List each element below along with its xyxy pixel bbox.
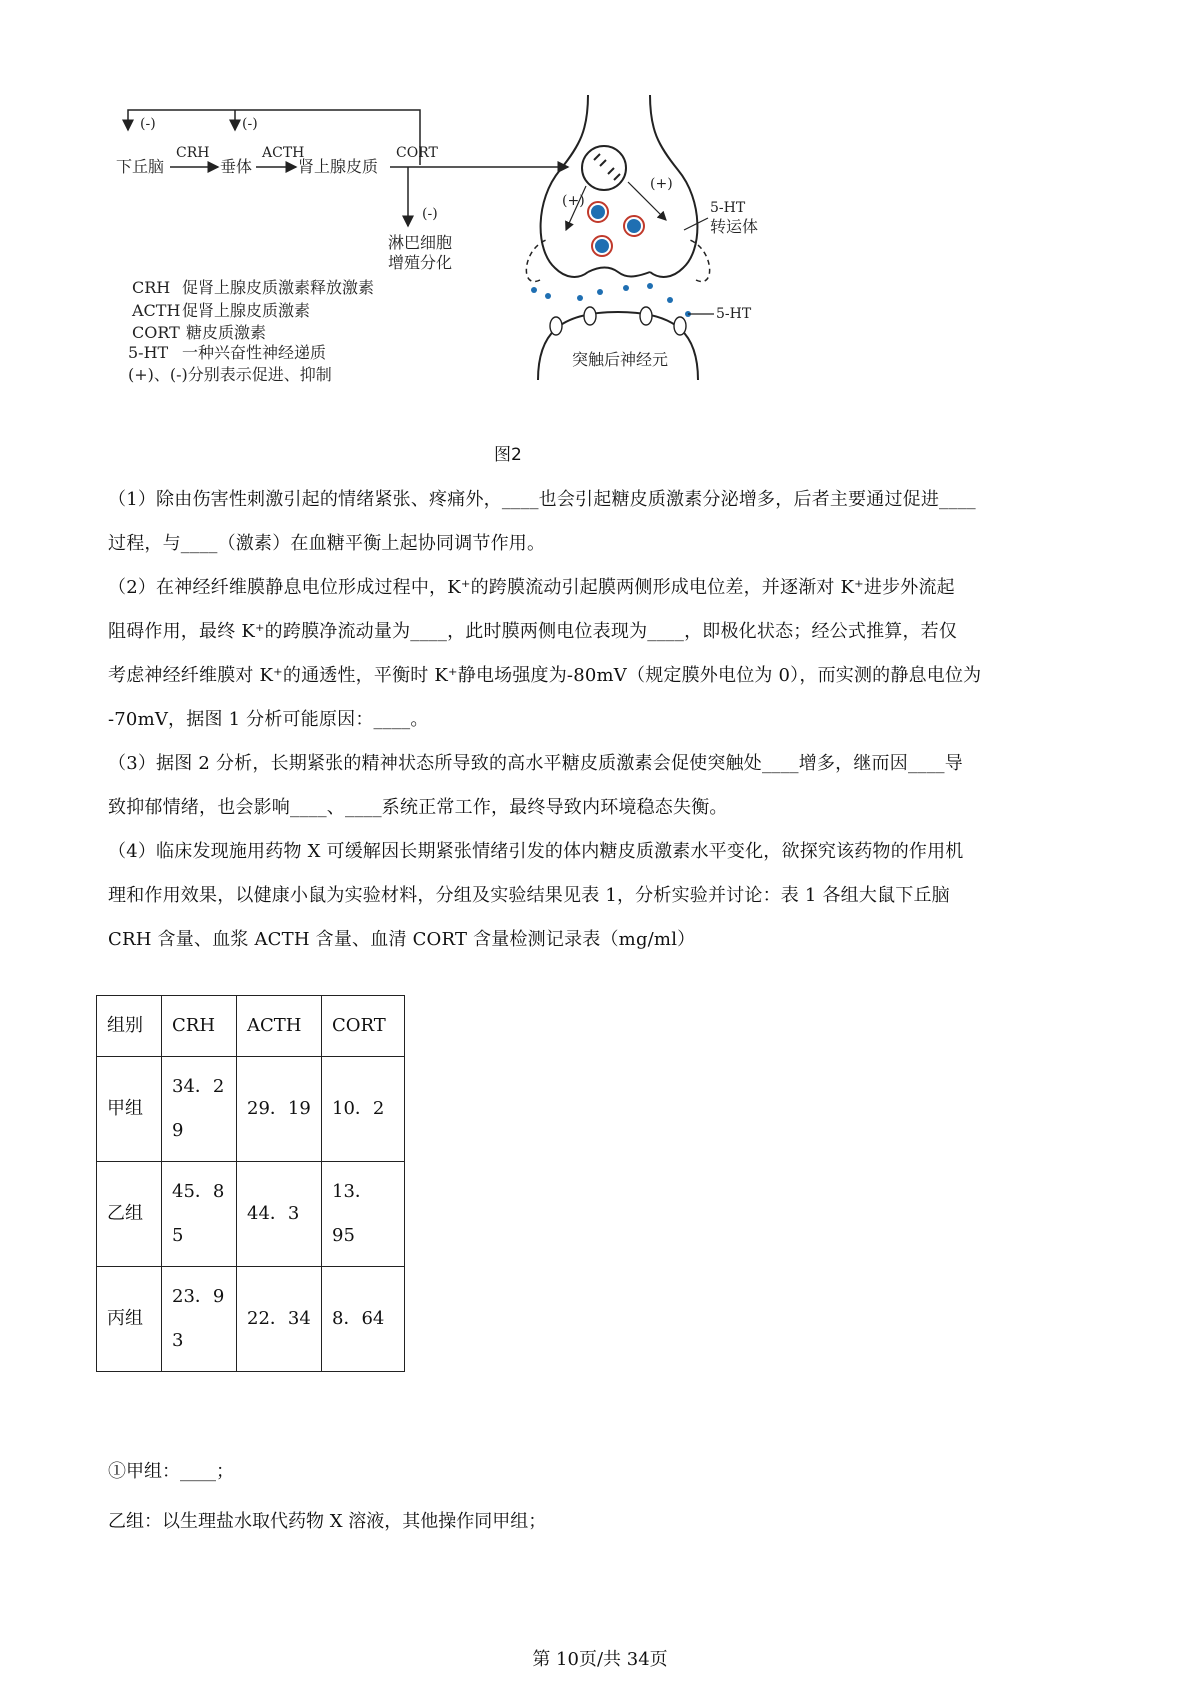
legend-abbr-cort: CORT bbox=[132, 323, 180, 342]
table-header-row bbox=[97, 996, 405, 1057]
table-cell-group: 乙组 bbox=[97, 1162, 162, 1267]
q2-line-4: -70mV，据图 1 分析可能原因：____。 bbox=[108, 709, 429, 730]
table-cell-cort: 8．64 bbox=[322, 1267, 405, 1372]
table-header-group: 组别 bbox=[97, 996, 162, 1057]
table-header-crh: CRH bbox=[162, 996, 237, 1057]
q4-line-3: CRH 含量、血浆 ACTH 含量、血清 CORT 含量检测记录表（mg/ml） bbox=[108, 929, 696, 950]
q1-line-1: （1）除由伤害性刺激引起的情绪紧张、疼痛外，____也会引起糖皮质激素分泌增多，后者主要通过促进____ bbox=[108, 489, 976, 510]
legend-abbr-acth: ACTH bbox=[132, 301, 181, 320]
table-row bbox=[97, 1267, 405, 1372]
table-cell-acth: 44．3 bbox=[237, 1162, 322, 1267]
q2-line-1: （2）在神经纤维膜静息电位形成过程中，K⁺的跨膜流动引起膜两侧形成电位差，并逐渐对 K⁺进步外流起 bbox=[108, 577, 955, 598]
inhibit-label-1: (-) bbox=[140, 116, 156, 132]
question-3 bbox=[108, 742, 1098, 830]
acth-arrow-label: ACTH bbox=[262, 145, 305, 161]
legend bbox=[128, 278, 374, 384]
q4-line-1: （4）临床发现施用药物 X 可缓解因长期紧张情绪引发的体内糖皮质激素水平变化，欲探究该药物的作用机 bbox=[108, 841, 964, 862]
inhibit-label-3: (-) bbox=[422, 206, 438, 222]
table-cell-cort: 13．95 bbox=[322, 1162, 405, 1267]
results-table bbox=[96, 995, 405, 1372]
inhibit-label-2: (-) bbox=[242, 116, 258, 132]
legend-abbr-crh: CRH bbox=[132, 278, 171, 297]
group-b-line: 乙组：以生理盐水取代药物 X 溶液，其他操作同甲组； bbox=[108, 1511, 547, 1532]
cort-receptor bbox=[582, 146, 626, 190]
table-cell-group: 丙组 bbox=[97, 1267, 162, 1372]
table-row bbox=[97, 1057, 405, 1162]
table-header-cort: CORT bbox=[322, 996, 405, 1057]
legend-desc-crh: 促肾上腺皮质激素释放激素 bbox=[182, 278, 375, 297]
5ht-label: 5-HT bbox=[716, 306, 752, 322]
transporter-label-2: 转运体 bbox=[710, 217, 759, 236]
promote-label-1: (+) bbox=[562, 193, 585, 209]
table-cell-group: 甲组 bbox=[97, 1057, 162, 1162]
postsynaptic-label: 突触后神经元 bbox=[572, 350, 669, 369]
legend-desc-5ht: 一种兴奋性神经递质 bbox=[182, 343, 327, 362]
page-footer: 第 10页/共 34页 bbox=[532, 1649, 668, 1670]
group-a-line: ①甲组：____； bbox=[108, 1461, 234, 1482]
pituitary-label: 垂体 bbox=[220, 157, 253, 176]
table-cell-crh: 45．85 bbox=[162, 1162, 237, 1267]
legend-desc-cort: 糖皮质激素 bbox=[186, 323, 267, 342]
table-row bbox=[97, 1162, 405, 1267]
table-cell-crh: 23．93 bbox=[162, 1267, 237, 1372]
figure-2 bbox=[110, 90, 870, 420]
cort-arrow-label: CORT bbox=[396, 145, 438, 161]
question-4 bbox=[108, 830, 1098, 962]
q2-line-2: 阻碍作用，最终 K⁺的跨膜净流动量为____，此时膜两侧电位表现为____，即极化状态；经公式推算，若仅 bbox=[108, 621, 958, 642]
q1-line-2: 过程，与____（激素）在血糖平衡上起协同调节作用。 bbox=[108, 533, 546, 554]
legend-note: (+)、(-)分别表示促进、抑制 bbox=[128, 365, 332, 384]
question-1 bbox=[108, 478, 1098, 566]
q2-line-3: 考虑神经纤维膜对 K⁺的通透性，平衡时 K⁺静电场强度为-80mV（规定膜外电位为 0），而实测的静息电位为 bbox=[108, 665, 982, 686]
table-cell-cort: 10．2 bbox=[322, 1057, 405, 1162]
q4-line-2: 理和作用效果，以健康小鼠为实验材料，分组及实验结果见表 1，分析实验并讨论：表 1 各组大鼠下丘脑 bbox=[108, 885, 950, 906]
lymph-label-1: 淋巴细胞 bbox=[388, 233, 453, 252]
hpa-synapse-diagram bbox=[110, 90, 870, 420]
figure-caption: 图2 bbox=[494, 445, 522, 465]
q3-line-1: （3）据图 2 分析，长期紧张的精神状态所导致的高水平糖皮质激素会促使突触处____增多，继而因____导 bbox=[108, 753, 963, 774]
crh-arrow-label: CRH bbox=[176, 145, 210, 161]
vesicles bbox=[588, 202, 644, 256]
table-cell-acth: 29．19 bbox=[237, 1057, 322, 1162]
adrenal-cortex-label: 肾上腺皮质 bbox=[298, 157, 379, 176]
legend-desc-acth: 促肾上腺皮质激素 bbox=[182, 301, 311, 320]
q3-line-2: 致抑郁情绪，也会影响____、____系统正常工作，最终导致内环境稳态失衡。 bbox=[108, 797, 728, 818]
table-cell-crh: 34．29 bbox=[162, 1057, 237, 1162]
legend-abbr-5ht: 5-HT bbox=[128, 343, 169, 362]
transporter-label-1: 5-HT bbox=[710, 200, 746, 216]
table-cell-acth: 22．34 bbox=[237, 1267, 322, 1372]
promote-label-2: (+) bbox=[650, 176, 673, 192]
hypothalamus-label: 下丘脑 bbox=[116, 157, 165, 176]
presynaptic-membrane-left bbox=[541, 95, 588, 277]
lymph-label-2: 增殖分化 bbox=[388, 253, 453, 272]
question-2 bbox=[108, 566, 1098, 742]
table-header-acth: ACTH bbox=[237, 996, 322, 1057]
